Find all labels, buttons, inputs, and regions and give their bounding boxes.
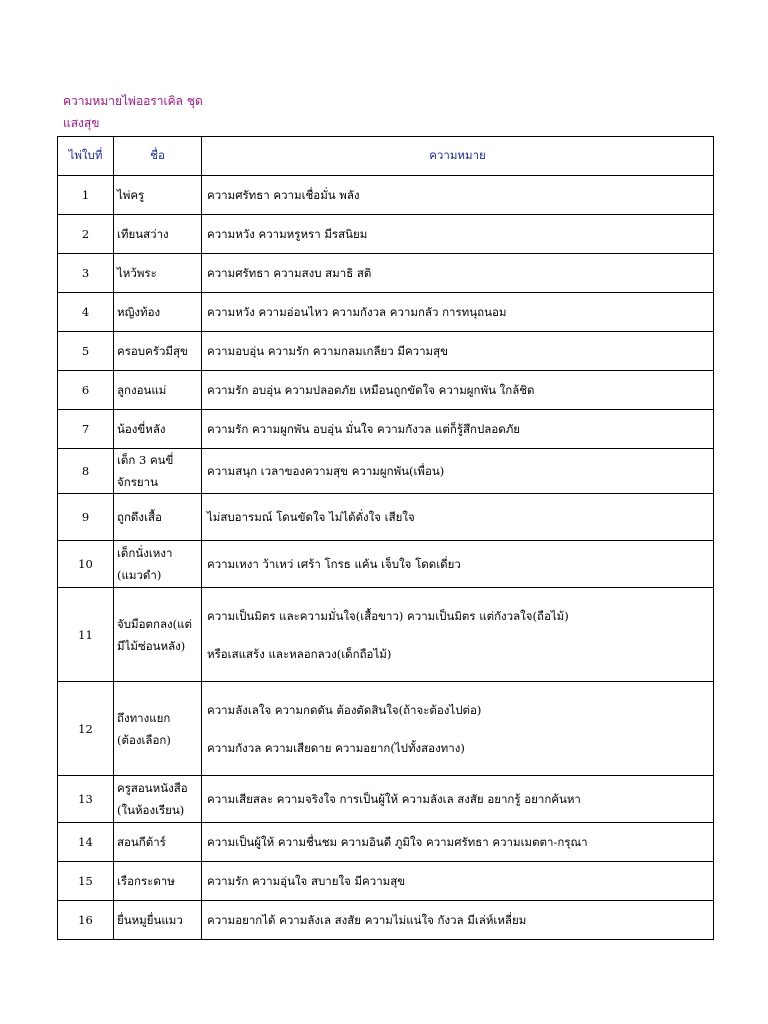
card-name-line: ครอบครัวมีสุข <box>117 344 188 358</box>
table-row <box>58 901 714 940</box>
card-name-cell <box>114 862 202 901</box>
card-number: 2 <box>81 227 90 241</box>
card-number: 4 <box>81 305 90 319</box>
card-name-cell <box>114 776 202 823</box>
card-name-line: ถึงทางแยก <box>117 710 171 725</box>
card-meaning-cell <box>202 293 714 332</box>
table-row <box>58 449 714 494</box>
header-card-number: ไพ่ใบที่ <box>58 137 114 176</box>
card-meaning-line: ความหวัง ความอ่อนไหว ความกังวล ความกลัว การทนุถนอม <box>207 305 507 319</box>
card-meaning-cell <box>202 588 714 682</box>
card-name-cell <box>114 541 202 588</box>
card-name-cell <box>114 332 202 371</box>
card-meaning-cell <box>202 176 714 215</box>
card-meaning-line: ความกังวล ความเสียดาย ความอยาก(ไปทั้งสองทาง) <box>207 740 465 755</box>
card-number: 14 <box>78 835 93 849</box>
card-name-line: ถูกดึงเสื้อ <box>117 510 162 524</box>
card-name-line: เทียนสว่าง <box>117 227 169 241</box>
table-row <box>58 494 714 541</box>
card-name-line: ลูกงอนแม่ <box>117 383 167 397</box>
card-number-cell <box>58 588 114 682</box>
card-name-line: จับมือตกลง(แต่ <box>117 616 192 631</box>
card-name-cell <box>114 371 202 410</box>
table-row <box>58 176 714 215</box>
table-row <box>58 823 714 862</box>
card-number-cell <box>58 901 114 940</box>
table-row <box>58 541 714 588</box>
card-number-cell <box>58 682 114 776</box>
table-row <box>58 776 714 823</box>
card-number: 1 <box>81 188 90 202</box>
card-meaning-line: ความเหงา ว้าเหว่ เศร้า โกรธ แค้น เจ็บใจ โดดเดี่ยว <box>207 557 461 571</box>
card-meaning-line: ความรัก อบอุ่น ความปลอดภัย เหมือนถูกขัดใจ ความผูกพัน ใกล้ชิด <box>207 383 535 397</box>
card-meaning-line: ความหวัง ความหรูหรา มีรสนิยม <box>207 227 368 241</box>
card-name-line: หญิงท้อง <box>117 305 161 319</box>
card-meaning-line: ความเป็นผู้ให้ ความชื่นชม ความอินดี ภูมิใจ ความศรัทธา ความเมตตา-กรุณา <box>207 835 588 849</box>
card-number-cell <box>58 449 114 494</box>
document-title: ความหมายไพ่ออราเคิล ชุด <box>63 94 203 108</box>
card-name-line: (แมวดำ) <box>117 568 162 582</box>
table-row <box>58 293 714 332</box>
table-row <box>58 588 714 682</box>
card-number-cell <box>58 254 114 293</box>
card-number-cell <box>58 494 114 541</box>
line-gap <box>207 623 713 647</box>
card-number-cell <box>58 371 114 410</box>
card-meaning-cell <box>202 410 714 449</box>
card-meaning-line: ความสนุก เวลาของความสุข ความผูกพัน(เพื่อน) <box>207 464 445 478</box>
card-name-cell <box>114 682 202 776</box>
card-name-line: ครูสอนหนังสือ <box>117 781 188 795</box>
table-header-row <box>58 137 714 176</box>
card-meaning-cell <box>202 254 714 293</box>
table-row <box>58 215 714 254</box>
card-name-line: เด็กนั่งเหงา <box>117 546 173 560</box>
card-name-line: ไพ่ครู <box>117 188 145 202</box>
card-number: 8 <box>81 464 90 478</box>
table-row <box>58 862 714 901</box>
card-meaning-line: ความเป็นมิตร และความมั่นใจ(เสื้อขาว) ความเป็นมิตร แต่กังวลใจ(ถือไม้) <box>207 608 569 623</box>
document-subtitle: แสงสุข <box>63 116 100 130</box>
card-number: 5 <box>81 344 90 358</box>
card-meaning-cell <box>202 901 714 940</box>
card-meaning-cell <box>202 862 714 901</box>
card-number-cell <box>58 215 114 254</box>
table-row <box>58 371 714 410</box>
card-number-cell <box>58 293 114 332</box>
card-meaning-cell <box>202 332 714 371</box>
card-name-line: (ในห้องเรียน) <box>117 803 185 817</box>
card-name-cell <box>114 449 202 494</box>
card-meaning-cell <box>202 449 714 494</box>
card-name-cell <box>114 176 202 215</box>
oracle-card-table <box>57 136 714 940</box>
table-row <box>58 332 714 371</box>
card-name-line: (ต้องเลือก) <box>117 732 171 747</box>
table-row <box>58 254 714 293</box>
card-meaning-cell <box>202 823 714 862</box>
card-name-cell <box>114 494 202 541</box>
card-name-line: เด็ก 3 คนขี่ <box>117 453 174 467</box>
header-card-meaning: ความหมาย <box>202 137 714 176</box>
card-name-cell <box>114 901 202 940</box>
card-meaning-cell <box>202 215 714 254</box>
card-number: 6 <box>81 383 90 397</box>
card-name-cell <box>114 215 202 254</box>
card-number: 7 <box>81 422 90 436</box>
card-name-cell <box>114 823 202 862</box>
card-number: 16 <box>78 913 93 927</box>
card-number-cell <box>58 176 114 215</box>
card-meaning-line: ความรัก ความอุ่นใจ สบายใจ มีความสุข <box>207 874 406 888</box>
card-meaning-line: ความลังเลใจ ความกดดัน ต้องตัดสินใจ(ถ้าจะต้องไปต่อ) <box>207 702 482 717</box>
table-row <box>58 682 714 776</box>
card-meaning-line: ความอบอุ่น ความรัก ความกลมเกลียว มีความสุข <box>207 344 449 358</box>
card-number-cell <box>58 823 114 862</box>
card-name-line: น้องขี่หลัง <box>117 422 166 436</box>
card-number-cell <box>58 862 114 901</box>
card-name-cell <box>114 410 202 449</box>
card-number: 9 <box>81 510 90 524</box>
card-meaning-cell <box>202 682 714 776</box>
table-row <box>58 410 714 449</box>
card-name-line: เรือกระดาษ <box>117 874 175 888</box>
card-meaning-line: ไม่สบอารมณ์ โดนขัดใจ ไม่ได้ดั่งใจ เสียใจ <box>207 510 415 524</box>
card-number: 12 <box>78 721 93 736</box>
card-number: 11 <box>78 627 93 642</box>
card-number-cell <box>58 332 114 371</box>
card-meaning-cell <box>202 541 714 588</box>
card-meaning-cell <box>202 371 714 410</box>
card-meaning-line: ความอยากได้ ความลังเล สงสัย ความไม่แน่ใจ กังวล มีเล่ห์เหลี่ยม <box>207 913 527 927</box>
card-name-cell <box>114 254 202 293</box>
card-number: 3 <box>81 266 90 280</box>
card-meaning-line: หรือเสแสร้ง และหลอกลวง(เด็กถือไม้) <box>207 646 392 661</box>
card-name-line: ยื่นหมูยื่นแมว <box>117 913 183 927</box>
card-name-cell <box>114 588 202 682</box>
card-meaning-line: ความศรัทธา ความสงบ สมาธิ สติ <box>207 266 372 280</box>
line-gap <box>207 717 713 741</box>
card-number: 10 <box>78 557 93 571</box>
card-name-line: มีไม้ซ่อนหลัง) <box>117 638 186 653</box>
card-number-cell <box>58 776 114 823</box>
card-number-cell <box>58 410 114 449</box>
card-meaning-line: ความเสียสละ ความจริงใจ การเป็นผู้ให้ ความลังเล สงสัย อยากรู้ อยากค้นหา <box>207 792 581 806</box>
card-number: 15 <box>78 874 93 888</box>
header-card-name: ชื่อ <box>114 137 202 176</box>
card-name-line: จักรยาน <box>117 475 158 489</box>
card-meaning-cell <box>202 494 714 541</box>
card-meaning-cell <box>202 776 714 823</box>
card-meaning-line: ความศรัทธา ความเชื่อมั่น พลัง <box>207 188 360 202</box>
card-number-cell <box>58 541 114 588</box>
card-name-line: สอนกีต้าร์ <box>117 835 166 849</box>
card-meaning-line: ความรัก ความผูกพัน อบอุ่น มั่นใจ ความกังวล แต่ก็รู้สึกปลอดภัย <box>207 422 521 436</box>
card-name-line: ไหว้พระ <box>117 266 157 280</box>
card-name-cell <box>114 293 202 332</box>
card-number: 13 <box>78 792 93 806</box>
